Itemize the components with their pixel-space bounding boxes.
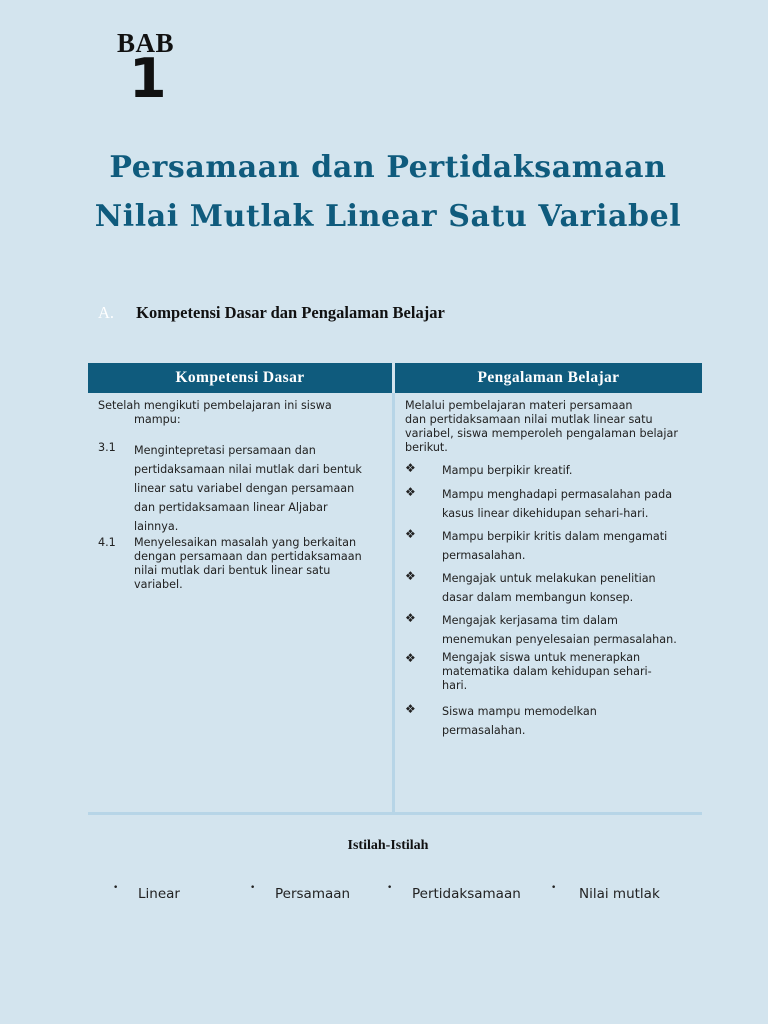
kd-item-text: dengan persamaan dan pertidaksamaan: [134, 550, 362, 563]
term-label: Linear: [138, 886, 180, 902]
column-divider: [392, 393, 395, 813]
diamond-bullet-icon: ❖: [405, 611, 416, 625]
pb-item-text: Mengajak untuk melakukan penelitian: [442, 572, 656, 585]
chapter-number: 1: [129, 47, 167, 110]
kd-intro-line-1: Setelah mengikuti pembelajaran ini siswa: [98, 399, 332, 412]
bullet-dot-icon: •: [551, 883, 557, 893]
diamond-bullet-icon: ❖: [405, 569, 416, 583]
kd-item: [98, 441, 383, 536]
pb-item-text: Mengajak siswa untuk menerapkan: [442, 651, 641, 664]
istilah-heading: Istilah-Istilah: [347, 838, 429, 853]
chapter-label: BAB: [117, 28, 175, 58]
kd-item-text: dan pertidaksamaan linear Aljabar: [134, 501, 328, 514]
term-label: Pertidaksamaan: [412, 886, 521, 902]
bullet-dot-icon: •: [113, 883, 119, 893]
diamond-bullet-icon: ❖: [405, 485, 416, 499]
pb-intro-line: Melalui pembelajaran materi persamaan: [405, 399, 633, 412]
pengalaman-belajar-column: [405, 399, 695, 740]
kd-item-number: 3.1: [98, 441, 116, 454]
kd-intro-line-2: mampu:: [134, 413, 181, 426]
kd-item-text: pertidaksamaan nilai mutlak dari bentuk: [134, 463, 362, 476]
kd-item-text: Menyelesaikan masalah yang berkaitan: [134, 536, 357, 549]
term-label: Nilai mutlak: [579, 886, 660, 902]
diamond-bullet-icon: ❖: [405, 527, 416, 541]
pb-intro-line: berikut.: [405, 441, 448, 454]
pb-item: [405, 461, 695, 480]
pb-item: [405, 651, 695, 693]
pb-item-text: Mampu berpikir kreatif.: [442, 464, 573, 477]
bullet-dot-icon: •: [387, 883, 393, 893]
chapter-title-line-2: Nilai Mutlak Linear Satu Variabel: [94, 199, 682, 234]
kd-item-text: nilai mutlak dari bentuk linear satu: [134, 564, 331, 577]
diamond-bullet-icon: ❖: [405, 461, 416, 475]
kd-item-number: 4.1: [98, 536, 116, 549]
competency-table: [88, 363, 702, 815]
pb-item-text: permasalahan.: [442, 549, 526, 562]
pb-item-text: Siswa mampu memodelkan: [442, 705, 597, 718]
kd-item-text: lainnya.: [134, 520, 179, 533]
pb-item-text: kasus linear dikehidupan sehari-hari.: [442, 507, 649, 520]
section-heading: [98, 303, 445, 323]
pb-item: [405, 702, 695, 740]
pb-intro-line: dan pertidaksamaan nilai mutlak linear satu: [405, 413, 653, 426]
pb-item-text: hari.: [442, 679, 468, 692]
bullet-dot-icon: •: [250, 883, 256, 893]
kd-item: [98, 536, 383, 592]
kompetensi-dasar-column: [98, 399, 383, 592]
pb-item: [405, 611, 695, 649]
pb-item: [405, 485, 695, 523]
pb-item-text: Mengajak kerjasama tim dalam: [442, 614, 618, 627]
header-kompetensi-dasar: Kompetensi Dasar: [88, 363, 392, 393]
table-bottom-rule: [88, 812, 702, 815]
kd-item-text: linear satu variabel dengan persamaan: [134, 482, 355, 495]
pb-item-text: permasalahan.: [442, 724, 526, 737]
diamond-bullet-icon: ❖: [405, 651, 416, 665]
kd-item-text: variabel.: [134, 578, 183, 591]
kd-item-text: Mengintepretasi persamaan dan: [134, 444, 316, 457]
pb-item: [405, 527, 695, 565]
pb-item-text: Mampu menghadapi permasalahan pada: [442, 488, 673, 501]
term-label: Persamaan: [275, 886, 351, 902]
pb-item-text: menemukan penyelesaian permasalahan.: [442, 633, 677, 646]
pb-intro-line: variabel, siswa memperoleh pengalaman belajar: [405, 427, 678, 440]
pb-item-text: Mampu berpikir kritis dalam mengamati: [442, 530, 668, 543]
pb-item-text: dasar dalam membangun konsep.: [442, 591, 634, 604]
header-pengalaman-belajar: Pengalaman Belajar: [395, 363, 702, 393]
pb-item-text: matematika dalam kehidupan sehari-: [442, 665, 652, 678]
diamond-bullet-icon: ❖: [405, 702, 416, 716]
chapter-title-line-1: Persamaan dan Pertidaksamaan: [109, 150, 667, 185]
pb-item: [405, 569, 695, 607]
section-title: Kompetensi Dasar dan Pengalaman Belajar: [136, 303, 445, 322]
section-letter: A.: [98, 303, 115, 322]
